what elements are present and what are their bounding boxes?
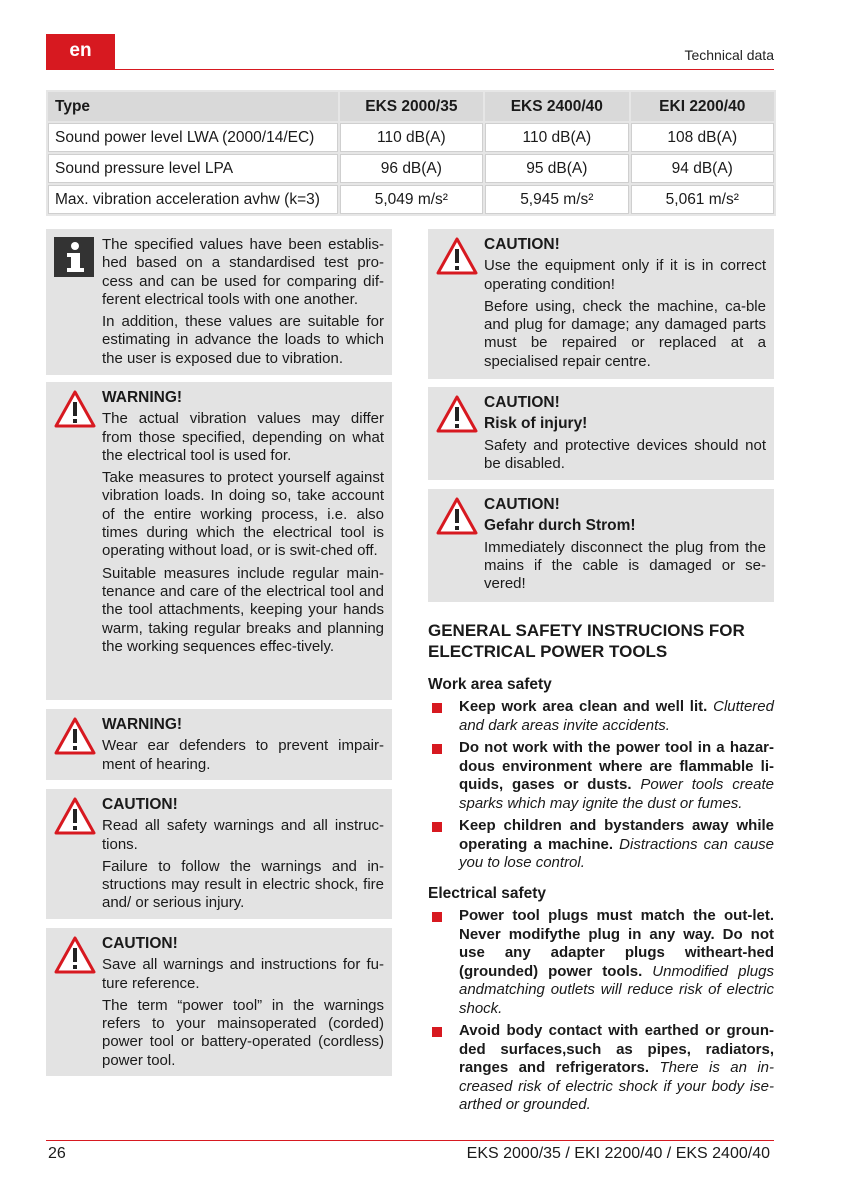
- table-cell: 5,945 m/s²: [485, 185, 628, 214]
- box-heading: CAUTION!: [484, 236, 560, 253]
- box-text: Read all safety warnings and all instruc-tions.: [102, 817, 384, 853]
- table-row: [48, 185, 774, 214]
- table-row: [48, 154, 774, 183]
- list-item: Keep children and bystanders away while operating a machine. Distractions can cause you to lose control.: [428, 817, 774, 873]
- table-cell: Sound power level LWA (2000/14/EC): [48, 123, 338, 152]
- warning-triangle-icon: [436, 237, 478, 280]
- list-item: Do not work with the power tool in a hazar-dous environment where are flammable li-quids, gases or dusts. Power tools create sparks which may ignite the dust or fumes.: [428, 739, 774, 813]
- table-row: [48, 123, 774, 152]
- box-text: Safety and protective devices should not be disabled.: [484, 436, 766, 472]
- box-text: The term “power tool” in the warnings refers to your mainsoperated (corded) power tool or battery-operated (cordless) power tool.: [102, 996, 384, 1069]
- info-note-box: [46, 229, 392, 375]
- list-item: Keep work area clean and well lit. Cluttered and dark areas invite accidents.: [428, 698, 774, 735]
- table-cell: 95 dB(A): [485, 154, 628, 183]
- box-heading: CAUTION!: [484, 394, 560, 411]
- box-heading: CAUTION!: [102, 796, 178, 813]
- table-header-cell: EKS 2400/40: [485, 92, 628, 121]
- warning-triangle-icon: [54, 936, 96, 979]
- caution-box: [428, 489, 774, 602]
- table-cell: Sound pressure level LPA: [48, 154, 338, 183]
- table-cell: 110 dB(A): [485, 123, 628, 152]
- warning-triangle-icon: [54, 797, 96, 840]
- language-tab: en: [46, 34, 115, 70]
- warning-triangle-icon: [436, 497, 478, 540]
- bullet-square-icon: [432, 822, 442, 832]
- caution-box: [428, 387, 774, 480]
- table-header-cell: Type: [48, 92, 338, 121]
- bullet-square-icon: [432, 912, 442, 922]
- general-safety-heading: GENERAL SAFETY INSTRUCIONS FOR ELECTRICAL POWER TOOLS: [428, 621, 745, 661]
- box-text: Take measures to protect yourself against vibration loads. In doing so, take account of the entire working process, i.e. also times during which the electrical tool is operating without load, or is swit-ched off.: [102, 469, 384, 560]
- electrical-safety-title: Electrical safety: [428, 885, 547, 902]
- table-cell: 110 dB(A): [340, 123, 483, 152]
- warning-triangle-icon: [436, 395, 478, 438]
- box-heading: CAUTION!: [484, 496, 560, 513]
- list-item: Power tool plugs must match the out-let. Never modifythe plug in any way. Do not use any adapter plugs witheart-hed (grounded) power tools. Unmodified plugs andmatching outlets will reduce risk of electric shock.: [428, 907, 774, 1018]
- box-heading: WARNING!: [102, 389, 183, 406]
- table-header-row: [48, 92, 774, 121]
- bullet-square-icon: [432, 1027, 442, 1037]
- table-cell: 5,061 m/s²: [631, 185, 774, 214]
- table-cell: 94 dB(A): [631, 154, 774, 183]
- footer-rule: [46, 1140, 774, 1141]
- warning-triangle-icon: [54, 717, 96, 760]
- info-text: In addition, these values are suitable for estimating in advance the loads to which the user is exposed due to vibration.: [102, 313, 384, 367]
- table-header-cell: EKS 2000/35: [340, 92, 483, 121]
- footer-title: EKS 2000/35 / EKI 2200/40 / EKS 2400/40: [466, 1145, 770, 1162]
- box-text: Suitable measures include regular main-tenance and care of the electrical tool and the tool attachments, keeping your hands warm, taking regular breaks and planning the working sequences effec-tively.: [102, 564, 384, 655]
- bullet-square-icon: [432, 744, 442, 754]
- table-cell: 96 dB(A): [340, 154, 483, 183]
- table-cell: Max. vibration acceleration avhw (k=3): [48, 185, 338, 214]
- warning-box: [46, 709, 392, 780]
- technical-data-table: [46, 90, 776, 216]
- table-header-cell: EKI 2200/40: [631, 92, 774, 121]
- box-text: Wear ear defenders to prevent impair-ment of hearing.: [102, 737, 384, 773]
- info-text: The specified values have been establis-hed based on a standardised test pro-cess and can be used for comparing dif-ferent electrical tools with one another.: [102, 236, 384, 308]
- electrical-safety-list: [428, 907, 774, 1119]
- box-text: Before using, check the machine, ca-ble and plug for damage; any damaged parts must be repaired or replaced at a specialised repair centre.: [484, 297, 766, 370]
- box-text: Failure to follow the warnings and in-structions may result in electric shock, fire and/ or serious injury.: [102, 857, 384, 912]
- box-heading: WARNING!: [102, 716, 183, 733]
- box-subheading: Risk of injury!: [484, 415, 588, 433]
- section-title: Technical data: [684, 47, 774, 63]
- box-text: Immediately disconnect the plug from the mains if the cable is damaged or se-vered!: [484, 538, 766, 593]
- warning-triangle-icon: [54, 390, 96, 433]
- caution-box: [428, 229, 774, 379]
- warning-box: [46, 382, 392, 700]
- box-text: Use the equipment only if it is in correct operating condition!: [484, 257, 766, 293]
- info-icon: [54, 237, 94, 282]
- work-area-list: [428, 698, 774, 877]
- caution-box: [46, 928, 392, 1076]
- list-item: Avoid body contact with earthed or groun-ded surfaces,such as pipes, radiators, ranges and refrigerators. There is an in-creased risk of electric shock if your body ise-arthed or grounded.: [428, 1022, 774, 1115]
- bullet-square-icon: [432, 703, 442, 713]
- work-area-title: Work area safety: [428, 676, 552, 693]
- table-cell: 5,049 m/s²: [340, 185, 483, 214]
- header-rule: [46, 69, 774, 70]
- box-text: The actual vibration values may differ from those specified, depending on what the electrical tool is used for.: [102, 410, 384, 464]
- table-cell: 108 dB(A): [631, 123, 774, 152]
- caution-box: [46, 789, 392, 919]
- page-number: 26: [48, 1145, 66, 1162]
- box-text: Save all warnings and instructions for fu-ture reference.: [102, 956, 384, 992]
- box-subheading: Gefahr durch Strom!: [484, 517, 636, 535]
- box-heading: CAUTION!: [102, 935, 178, 952]
